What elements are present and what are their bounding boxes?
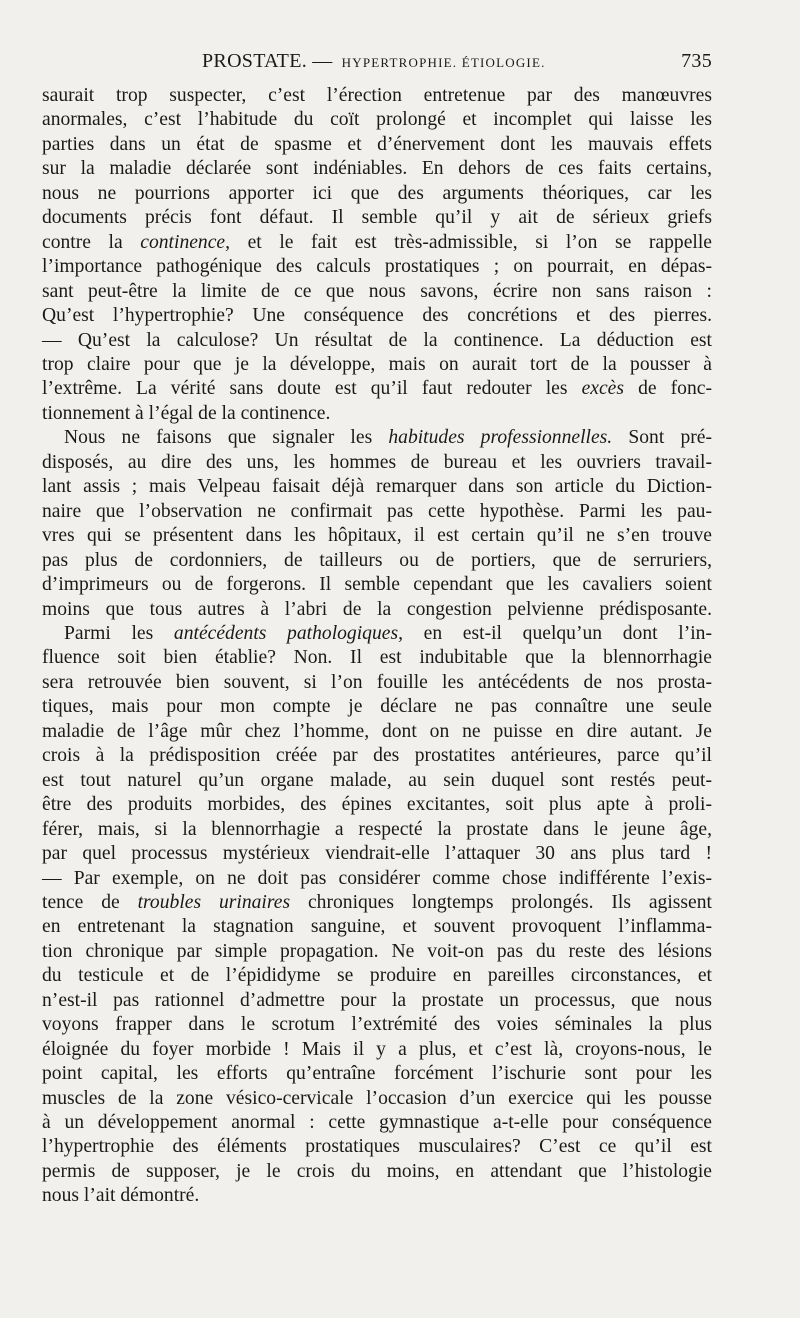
- line-text: lant assis ; mais Velpeau faisait déjà remarquer dans son article du Diction-: [42, 476, 712, 498]
- text-line: [42, 867, 712, 891]
- text-line: [42, 818, 712, 842]
- running-title-main: PROSTATE. —: [202, 50, 333, 72]
- line-text: par quel processus mystérieux viendrait-elle l’attaquer 30 ans plus tard !: [42, 843, 712, 865]
- text-line: [42, 1013, 712, 1037]
- text-line: [42, 769, 712, 793]
- line-text: d’imprimeurs ou de forgerons. Il semble cependant que les cavaliers soient: [42, 574, 712, 596]
- line-text: naire que l’observation ne confirmait pas cette hypothèse. Parmi les pau-: [42, 500, 712, 522]
- italic-phrase: troubles urinaires: [137, 891, 291, 913]
- line-text: l’hypertrophie des éléments prostatiques musculaires? C’est ce qu’il est: [42, 1136, 712, 1158]
- line-text: chroniques longtemps prolongés. Ils agissent: [290, 891, 712, 913]
- running-title: [202, 50, 546, 73]
- line-text: tiques, mais pour mon compte je déclare ne pas connaître une seule: [42, 696, 712, 718]
- line-text: en est-il quelqu’un dont l’in-: [402, 622, 712, 644]
- text-line: [42, 1135, 712, 1159]
- text-line: [42, 720, 712, 744]
- line-text: éloignée du foyer morbide ! Mais il y a plus, et c’est là, croyons-nous, le: [42, 1038, 712, 1060]
- body-text: [42, 84, 712, 1209]
- text-line: [42, 402, 712, 426]
- text-line: [42, 1087, 712, 1111]
- line-text: saurait trop suspecter, c’est l’érection entretenue par des manœuvres: [42, 85, 712, 106]
- line-text: moins que tous autres à l’abri de la congestion pelvienne prédisposante.: [42, 598, 712, 620]
- text-line: [42, 549, 712, 573]
- line-text: sur la maladie déclarée sont indéniables. En dehors de ces faits certains,: [42, 158, 712, 180]
- text-line: [42, 475, 712, 499]
- running-header: [42, 50, 712, 80]
- line-text: muscles de la zone vésico-cervicale l’occasion d’un exercice qui les pousse: [42, 1087, 712, 1109]
- line-text: anormales, c’est l’habitude du coït prolongé et incomplet qui laisse les: [42, 109, 712, 131]
- line-text: voyons frapper dans le scrotum l’extrémité des voies séminales la plus: [42, 1014, 712, 1036]
- text-line: [42, 1062, 712, 1086]
- line-text: en entretenant la stagnation sanguine, et souvent provoquent l’inflamma-: [42, 916, 712, 938]
- text-line: [42, 157, 712, 181]
- text-line: [42, 989, 712, 1013]
- italic-phrase: habitudes professionnelles.: [388, 427, 613, 449]
- text-line: [42, 451, 712, 475]
- text-line: [42, 206, 712, 230]
- line-text: à un développement anormal : cette gymnastique a-t-elle pour conséquence: [42, 1112, 712, 1134]
- text-line: [42, 915, 712, 939]
- text-line: [42, 622, 712, 646]
- italic-phrase: antécédents pathologiques,: [173, 622, 403, 644]
- line-text: est tout naturel qu’un organe malade, au sein duquel sont restés peut-: [42, 769, 712, 791]
- text-line: [42, 329, 712, 353]
- line-text: n’est-il pas rationnel d’admettre pour la prostate un processus, que nous: [42, 989, 712, 1011]
- line-text: tion chronique par simple propagation. Ne voit-on pas du reste des lésions: [42, 940, 712, 962]
- text-line: [42, 1038, 712, 1062]
- text-line: [42, 842, 712, 866]
- line-text: disposés, au dire des uns, les hommes de bureau et les ouvriers travail-: [42, 451, 712, 473]
- page-number: 735: [681, 50, 712, 72]
- text-line: [42, 353, 712, 377]
- text-line: [42, 1111, 712, 1135]
- line-text: point capital, les efforts qu’entraîne forcément l’ischurie sont pour les: [42, 1063, 712, 1085]
- text-line: [42, 695, 712, 719]
- text-line: [42, 891, 712, 915]
- line-text: férer, mais, si la blennorrhagie a respecté la prostate dans le jeune âge,: [42, 818, 712, 840]
- line-text: — Par exemple, on ne doit pas considérer comme chose indifférente l’exis-: [42, 867, 712, 889]
- line-text: Sont pré-: [612, 427, 712, 449]
- text-line: [42, 255, 712, 279]
- line-text: — Qu’est la calculose? Un résultat de la continence. La déduction est: [42, 329, 712, 351]
- text-line: [42, 744, 712, 768]
- italic-phrase: continence,: [140, 231, 231, 253]
- text-line: [42, 280, 712, 304]
- text-line: [42, 377, 712, 401]
- text-line: [42, 793, 712, 817]
- line-text: sant peut-être la limite de ce que nous savons, écrire non sans raison :: [42, 280, 712, 302]
- italic-phrase: excès: [581, 378, 624, 400]
- line-text: et le fait est très-admissible, si l’on se rappelle: [230, 231, 712, 253]
- line-text: permis de supposer, je le crois du moins, en attendant que l’histologie: [42, 1160, 712, 1182]
- line-text: vres qui se présentent dans les hôpitaux, il est certain qu’il ne s’en trouve: [42, 525, 712, 547]
- line-text: Parmi les: [64, 622, 174, 644]
- text-line: [42, 108, 712, 132]
- line-text: parties dans un état de spasme et d’énervement dont les mauvais effets: [42, 133, 712, 155]
- text-line: [42, 426, 712, 450]
- line-text: trop claire pour que je la développe, mais on aurait tort de la pousser à: [42, 353, 712, 375]
- line-text: maladie de l’âge mûr chez l’homme, dont on ne puisse en dire autant. Je: [42, 720, 712, 742]
- line-text: l’importance pathogénique des calculs prostatiques ; on pourrait, en dépas-: [42, 256, 712, 278]
- text-line: [42, 304, 712, 328]
- line-text: Qu’est l’hypertrophie? Une conséquence des concrétions et des pierres.: [42, 305, 712, 327]
- text-line: [42, 671, 712, 695]
- line-text: être des produits morbides, des épines excitantes, soit plus apte à proli-: [42, 794, 712, 816]
- text-line: [42, 84, 712, 108]
- line-text: documents précis font défaut. Il semble qu’il y ait de sérieux griefs: [42, 207, 712, 229]
- line-text: Nous ne faisons que signaler les: [64, 427, 389, 449]
- text-line: [42, 598, 712, 622]
- text-line: [42, 133, 712, 157]
- line-text: tionnement à l’égal de la continence.: [42, 402, 331, 424]
- text-line: [42, 524, 712, 548]
- line-text: contre la: [42, 231, 141, 253]
- line-text: l’extrême. La vérité sans doute est qu’il faut redouter les: [42, 378, 582, 400]
- text-line: [42, 1160, 712, 1184]
- line-text: nous ne pourrions apporter ici que des arguments théoriques, car les: [42, 182, 712, 204]
- text-line: [42, 500, 712, 524]
- line-text: pas plus de cordonniers, de tailleurs ou de portiers, que de serruriers,: [42, 549, 712, 571]
- line-text: sera retrouvée bien souvent, si l’on fouille les antécédents de nos prosta-: [42, 671, 712, 693]
- line-text: nous l’ait démontré.: [42, 1185, 200, 1207]
- line-text: tence de: [42, 891, 138, 913]
- text-line: [42, 231, 712, 255]
- text-line: [42, 646, 712, 670]
- text-line: [42, 182, 712, 206]
- text-line: [42, 573, 712, 597]
- line-text: de fonc-: [624, 378, 712, 400]
- line-text: fluence soit bien établie? Non. Il est indubitable que la blennorrhagie: [42, 647, 712, 669]
- text-line: [42, 940, 712, 964]
- text-line: [42, 1184, 712, 1208]
- line-text: crois à la prédisposition créée par des prostatites antérieures, parce qu’il: [42, 745, 712, 767]
- line-text: du testicule et de l’épididyme se produire en pareilles circonstances, et: [42, 965, 712, 987]
- running-title-sub: HYPERTROPHIE. ÉTIOLOGIE.: [341, 55, 546, 70]
- text-line: [42, 964, 712, 988]
